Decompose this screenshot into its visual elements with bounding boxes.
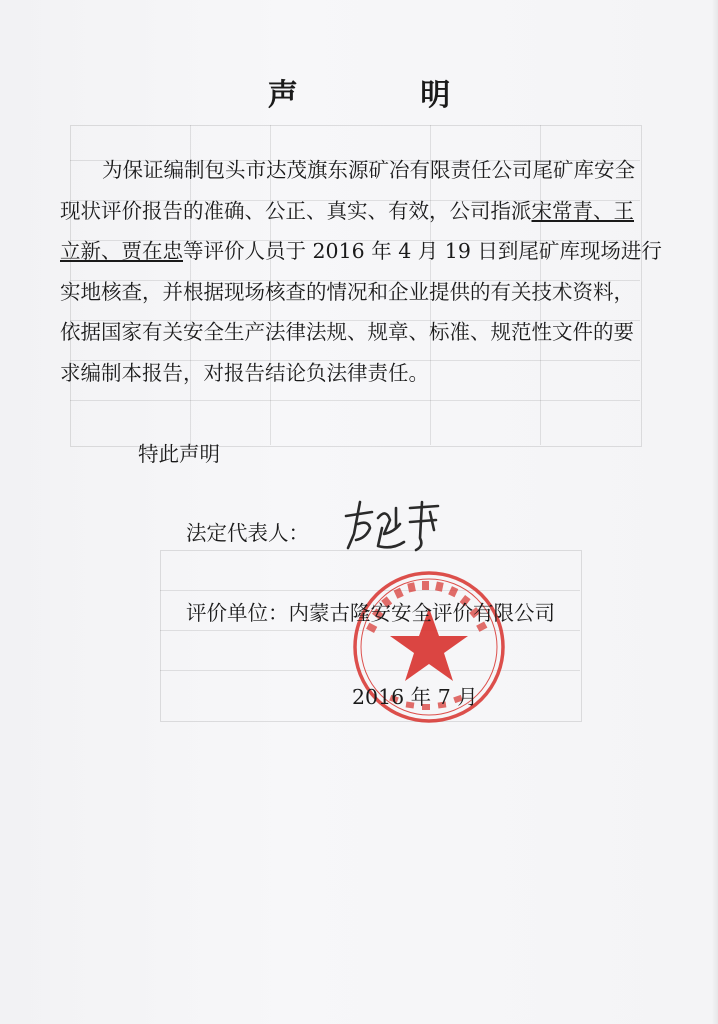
body-line: 求编制本报告，对报告结论负法律责任。 — [60, 360, 429, 385]
evaluator-names-underlined: 宋常青、王 — [531, 198, 634, 223]
page-edge-shadow — [712, 0, 718, 1024]
body-line: 依据国家有关安全生产法律法规、规章、标准、规范性文件的要 — [60, 320, 634, 344]
statement-body — [60, 150, 660, 393]
body-line: 为保证编制包头市达茂旗东源矿冶有限责任公司尾矿库安全 — [102, 158, 635, 182]
evaluation-unit: 评价单位：内蒙古隆安安全评价有限公司 — [186, 601, 555, 625]
body-text-segment: 现状评价报告的准确、公正、真实、有效，公司指派 — [60, 198, 532, 223]
legal-representative-label: 法定代表人： — [186, 521, 309, 545]
declaration-text: 特此声明 — [138, 442, 220, 466]
bleed-through-rule — [70, 400, 640, 401]
body-line — [60, 191, 660, 232]
body-line — [60, 231, 660, 272]
document-title: 声 明 — [267, 78, 507, 113]
body-line: 实地核查，并根据现场核查的情况和企业提供的有关技术资料， — [60, 279, 634, 304]
evaluator-names-underlined: 立新、贾在忠 — [60, 239, 183, 263]
document-date: 2016 年 7 月 — [352, 685, 478, 709]
handwritten-signature — [338, 494, 448, 556]
body-text-segment: 等评价人员于 2016 年 4 月 19 日到尾矿库现场进行 — [183, 239, 662, 263]
